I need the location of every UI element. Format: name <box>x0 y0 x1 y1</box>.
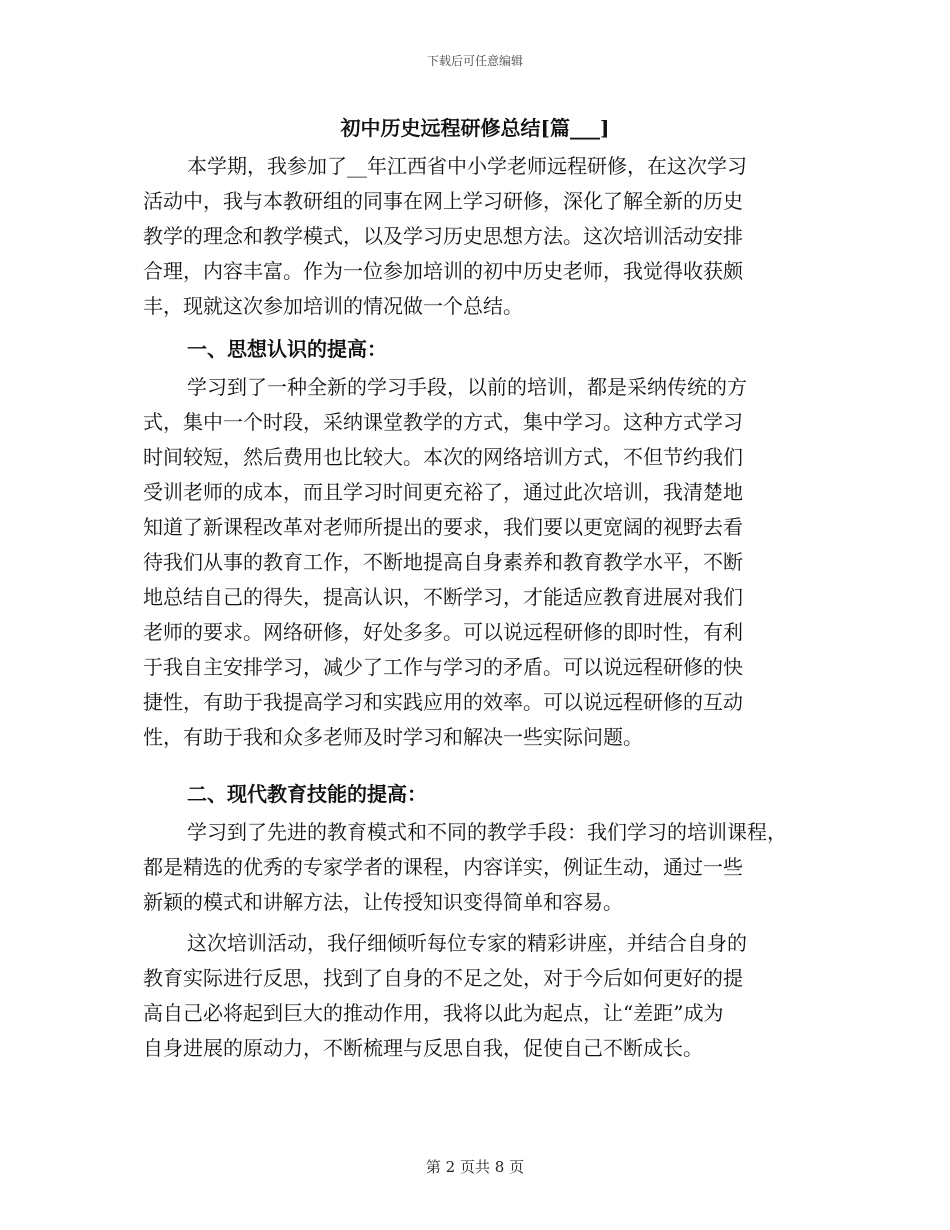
paragraph-line: 老师的要求。网络研修，好处多多。可以说远程研修的即时性，有利 <box>143 620 743 644</box>
paragraph-line: 活动中，我与本教研组的同事在网上学习研修，深化了解全新的历史 <box>143 189 743 213</box>
paragraph-line: 自身进展的原动力，不断梳理与反思自我，促使自己不断成长。 <box>143 1036 703 1060</box>
paragraph-line: 受训老师的成本，而且学习时间更充裕了，通过此次培训，我清楚地 <box>143 480 743 504</box>
page-footer: 第 2 页共 8 页 <box>425 1158 525 1176</box>
paragraph-line: 于我自主安排学习，减少了工作与学习的矛盾。可以说远程研修的快 <box>143 655 743 679</box>
paragraph-line: 本学期，我参加了__年江西省中小学老师远程研修，在这次学习 <box>187 154 747 178</box>
paragraph-line: 学习到了一种全新的学习手段，以前的培训，都是采纳传统的方 <box>187 375 747 399</box>
paragraph-line: 合理，内容丰富。作为一位参加培训的初中历史老师，我觉得收获颇 <box>143 259 743 283</box>
paragraph-line: 新颖的模式和讲解方法，让传授知识变得简单和容易。 <box>143 890 623 914</box>
paragraph-line: 学习到了先进的教育模式和不同的教学手段：我们学习的培训课程， <box>187 820 787 844</box>
paragraph-line: 地总结自己的得失，提高认识，不断学习，才能适应教育进展对我们 <box>143 585 743 609</box>
paragraph-line: 知道了新课程改革对老师所提出的要求，我们要以更宽阔的视野去看 <box>143 515 743 539</box>
paragraph-line: 教学的理念和教学模式，以及学习历史思想方法。这次培训活动安排 <box>143 224 743 248</box>
paragraph-line: 待我们从事的教育工作，不断地提高自身素养和教育教学水平，不断 <box>143 550 743 574</box>
paragraph-line: 式，集中一个时段，采纳课堂教学的方式，集中学习。这种方式学习 <box>143 410 743 434</box>
paragraph-line: 时间较短，然后费用也比较大。本次的网络培训方式，不但节约我们 <box>143 445 743 469</box>
paragraph-line: 性，有助于我和众多老师及时学习和解决一些实际问题。 <box>143 725 643 749</box>
paragraph-line: 捷性，有助于我提高学习和实践应用的效率。可以说远程研修的互动 <box>143 690 743 714</box>
paragraph-line: 这次培训活动，我仔细倾听每位专家的精彩讲座，并结合自身的 <box>187 931 747 955</box>
section-heading-2: 二、现代教育技能的提高： <box>187 782 427 806</box>
page-header: 下载后可任意编辑 <box>426 54 523 68</box>
paragraph-line: 丰，现就这次参加培训的情况做一个总结。 <box>143 294 523 318</box>
document-title: 初中历史远程研修总结[篇___] <box>340 116 610 140</box>
paragraph-line: 高自己必将起到巨大的推动作用，我将以此为起点，让“差距”成为 <box>143 1001 724 1025</box>
paragraph-line: 都是精选的优秀的专家学者的课程，内容详实，例证生动，通过一些 <box>143 855 743 879</box>
section-heading-1: 一、思想认识的提高： <box>187 337 387 361</box>
paragraph-line: 教育实际进行反思，找到了自身的不足之处，对于今后如何更好的提 <box>143 966 743 990</box>
